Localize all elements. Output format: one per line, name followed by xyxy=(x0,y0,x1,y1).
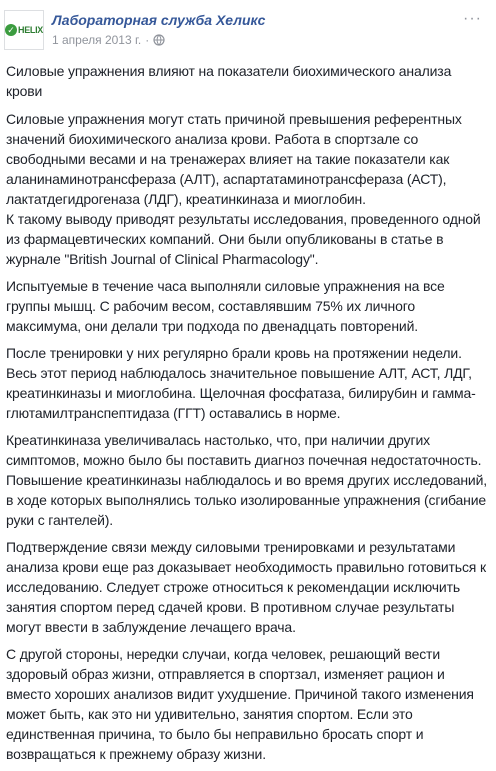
more-dots-icon[interactable]: ··· xyxy=(463,10,482,27)
globe-icon[interactable] xyxy=(153,34,165,46)
post-paragraph: Силовые упражнения могут стать причиной превышения референтных значений биохимического анализа крови. Работа в спортзале со свободными весами и на тренажерах влияет на такие показатели как аланинаминотрансфераза (АЛТ), аспартатаминотрансфераза (АСТ), лактатдегидрогеназа (ЛДГ), креатинкиназа и миоглобин. xyxy=(6,111,462,207)
helix-logo xyxy=(5,24,43,36)
post-date-link[interactable]: 1 апреля 2013 г. xyxy=(52,33,142,47)
post-header xyxy=(0,0,496,60)
post-paragraph: К такому выводу приводят результаты исследования, проведенного одной из фармацевтических компаний. Они были опубликованы в статье в журнале "British Journal of Clinical Pharmacology". xyxy=(6,211,481,267)
page-name-link[interactable]: Лабораторная служба Хеликс xyxy=(52,12,266,28)
helix-logo-text: HELIX xyxy=(18,25,44,35)
post-content xyxy=(6,61,488,771)
post-paragraph: После тренировки у них регулярно брали кровь на протяжении недели. Весь этот период наблюдалось значительное повышение АЛТ, АСТ, ЛДГ, креатинкиназы и миоглобина. Щелочная фосфатаза, билирубин и гамма-глютамилтранспептидаза (ГГТ) оставались в норме. xyxy=(6,345,476,421)
helix-logo-mark-icon: ✓ xyxy=(5,24,17,36)
post-paragraph: Креатинкиназа увеличивалась настолько, что, при наличии других симптомов, можно было бы поставить диагноз почечная недостаточность. Повышение креатинкиназы наблюдалось и во время других исследований, в ходе которых выполнялись только изолированные упражнения (сгибание руки с гантелей). xyxy=(6,432,488,528)
post-paragraph: Подтверждение связи между силовыми тренировками и результатами анализа крови еще раз доказывает необходимость правильно готовиться к исследованию. Следует строже относиться к рекомендации исключить занятия спортом перед сдачей крови. В противном случае результаты могут ввести в заблуждение лечащего врача. xyxy=(6,539,486,635)
post-paragraph: С другой стороны, нередки случаи, когда человек, решающий вести здоровый образ жизни, отправляется в спортзал, изменяет рацион и вместо хороших анализов видит ухудшение. Причиной такого изменения может быть, как это ни удивительно, занятия спортом. Если это единственная причина, то было бы неправильно бросать спорт и возвращаться к прежнему образу жизни. xyxy=(6,646,474,762)
meta-separator: · xyxy=(145,33,150,47)
post-paragraph: Испытуемые в течение часа выполняли силовые упражнения на все группы мышц. С рабочим весом, составлявшим 75% их личного максимума, они делали три подхода по двенадцать повторений. xyxy=(6,278,445,334)
post-meta xyxy=(52,33,165,47)
page-avatar[interactable] xyxy=(4,10,44,50)
post-paragraph-title: Силовые упражнения влияют на показатели биохимического анализа крови xyxy=(6,63,452,99)
